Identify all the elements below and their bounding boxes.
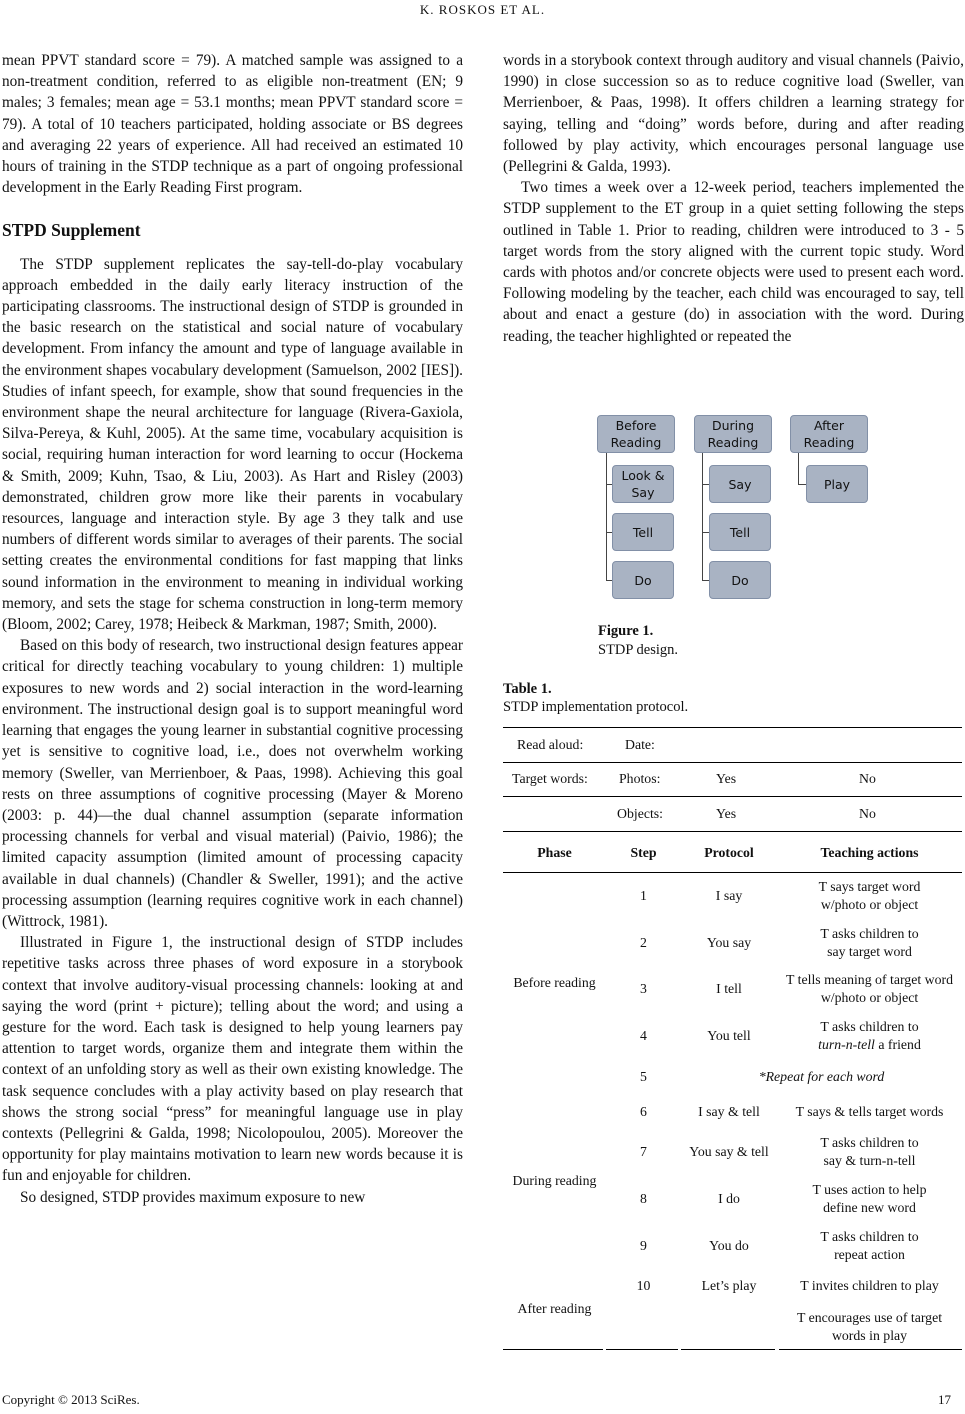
step-cell: 9 xyxy=(640,1238,647,1253)
paragraph: words in a storybook context through auditory and visual channels (Paivio, 1990) in close succession so as to reduce cognitive load (Sweller, van Merrienboer, & Paas, 1998). It offers children a learning strategy for saying, telling and “doing” words before, during and after reading followed by play activity, which encourages personal language use (Pellegrini & Galda, 1993). xyxy=(503,52,964,176)
step-box: Tell xyxy=(612,513,674,551)
paragraph: Illustrated in Figure 1, the instructional design of STDP includes repetitive tasks across three phases of word exposure in a storybook context that involve auditory-visual processing channels: looking at and saying the word (print + picture); telling about the word; and using a gesture for the word. Each task is designed to help young learners pay attention to target words, organize them and integrate them within the context of an unfolding story as well as their own existing knowledge. The task sequence concludes with a play activity based on play research that shows the strong social “press” for meaningful language use in play contexts (Pellegrini & Galda, 1998; Nicolopoulou, 2005). Moreover the opportunity for play maintains motivation to learn new words because it is fun and enjoyable for children. xyxy=(2,934,463,1185)
action-cell: T invites children to play xyxy=(800,1278,939,1293)
connector-line xyxy=(798,484,806,485)
action-cell: T asks children to say & turn-n-tell xyxy=(820,1135,919,1168)
section-heading: STPD Supplement xyxy=(2,220,141,241)
target-words-label: Target words: xyxy=(512,771,588,786)
step-cell: 7 xyxy=(640,1144,647,1159)
step-box: Do xyxy=(709,561,771,599)
step-cell: 4 xyxy=(640,1028,647,1043)
protocol-cell: I do xyxy=(718,1191,740,1206)
table-rule xyxy=(503,796,962,797)
step-box: Play xyxy=(806,465,868,503)
action-cell: T says target word w/photo or object xyxy=(818,879,921,912)
action-line: T asks children to xyxy=(820,1019,919,1034)
action-cell-turn-n-tell xyxy=(777,1018,962,1054)
header-phase: Phase xyxy=(537,845,572,860)
action-cell: T encourages use of target words in play xyxy=(796,1310,943,1343)
step-cell: 1 xyxy=(640,888,647,903)
table-caption-title: Table 1. xyxy=(503,681,552,697)
step-box: Do xyxy=(612,561,674,599)
table-caption xyxy=(503,680,688,716)
phase-box-during: During Reading xyxy=(694,415,772,453)
protocol-cell: I say xyxy=(715,888,743,903)
page-number: 17 xyxy=(938,1392,951,1407)
paragraph: mean PPVT standard score = 79). A matched sample was assigned to a non-treatment condition, referred to as eligible non-treatment (EN; 9 males; 3 females; mean age = 53.1 months; mean PPVT standard score = 79). A total of 10 teachers participated, holding associate or BS degrees and averaging 22 years of experience. All had received an estimated 10 hours of training in the STDP technique as a part of ongoing professional development in the Early Reading First program. xyxy=(2,52,463,197)
table-rule xyxy=(503,1349,603,1350)
action-cell: T uses action to help define new word xyxy=(812,1182,927,1215)
photos-yes: Yes xyxy=(716,771,737,786)
step-box: Tell xyxy=(709,513,771,551)
step-cell: 8 xyxy=(640,1191,647,1206)
protocol-cell: Let’s play xyxy=(701,1278,757,1293)
paragraph: The STDP supplement replicates the say-tell-do-play vocabulary approach embedded in the daily early literacy instruction of the participating classrooms. The instructional design of STDP is grounded in the basic research on the statistical and social nature of vocabulary development. From infancy the amount and type of language available in the environment shapes vocabulary development (Samuelson, 2002 [IES]). Studies of infant speech, for example, show that sound frequencies in the environment shape the neural architecture for language (Rivera-Gaxiola, Silva-Pereya, & Kuhl, 2005). At the same time, vocabulary acquisition is social, requiring human interaction for word learning to occur (Hockema & Smith, 2009; Kuhn, Tsao, & Liu, 2003). As Hart and Risley (2003) demonstrated, children grow more like their parents in vocabulary resources, language and interaction style. By age 3 they talk and use numbers of different words similar to averages of their parents. The social setting creates the environmental conditions for fast mapping that links sound information in the environment to meaning in individual working memory, and sets the stage for schema construction in long-term memory (Bloom, 2002; Carey, 1978; Heibeck & Markman, 1987; Smith, 2000). xyxy=(2,255,463,634)
action-cell: T says & tells target words xyxy=(795,1104,944,1119)
phase-box-before: Before Reading xyxy=(597,415,675,453)
photos-label: Photos: xyxy=(619,771,661,786)
right-column xyxy=(503,50,964,347)
action-cell: T asks children to say target word xyxy=(820,926,919,959)
protocol-cell: I say & tell xyxy=(698,1104,760,1119)
step-cell: 2 xyxy=(640,935,647,950)
date-label: Date: xyxy=(625,737,655,752)
action-line: turn-n-tell a friend xyxy=(818,1037,921,1052)
step-box: Look & Say xyxy=(612,465,674,503)
protocol-cell: I tell xyxy=(716,981,742,996)
step-box: Say xyxy=(709,465,771,503)
table-caption-text: STDP implementation protocol. xyxy=(503,699,689,715)
header-teaching-actions: Teaching actions xyxy=(820,845,919,860)
left-column xyxy=(2,50,463,1208)
paragraph: So designed, STDP provides maximum exposure to new xyxy=(20,1188,366,1206)
table-rule xyxy=(779,1349,962,1350)
table-rule xyxy=(681,1349,775,1350)
repeat-note: *Repeat for each word xyxy=(758,1069,885,1084)
running-head: K. ROSKOS ET AL. xyxy=(419,2,546,17)
photos-no: No xyxy=(859,771,876,786)
connector-line xyxy=(798,450,799,485)
step-cell: 3 xyxy=(640,981,647,996)
action-cell: T tells meaning of target word w/photo or object xyxy=(786,972,953,1005)
protocol-cell: You say & tell xyxy=(689,1144,769,1159)
objects-label: Objects: xyxy=(617,806,663,821)
stdp-design-diagram xyxy=(590,410,890,610)
figure-caption xyxy=(598,622,678,660)
header-protocol: Protocol xyxy=(704,845,754,860)
step-cell: 6 xyxy=(640,1104,647,1119)
action-cell: T asks children to repeat action xyxy=(820,1229,919,1262)
connector-line xyxy=(702,450,703,580)
connector-line xyxy=(606,450,607,580)
phase-during-reading: During reading xyxy=(512,1173,597,1188)
protocol-cell: You say xyxy=(706,935,752,950)
read-aloud-label: Read aloud: xyxy=(517,737,584,752)
figure-caption-title: Figure 1. xyxy=(598,623,654,639)
figure-caption-text: STDP design. xyxy=(598,642,679,658)
objects-no: No xyxy=(859,806,876,821)
paragraph: Based on this body of research, two instructional design features appear critical for directly teaching vocabulary to young children: 1) multiple exposures to new words and 2) social interaction in the word-learning environment. The instructional design goal is to support meaningful word learning that engages the young learner in substantial cognitive processing yet is sensitive to cognitive load, i.e., does not overwhelm working memory (Sweller, van Merrienboer, & Paas, 1998). Achieving this goal rests on three assumptions of cognitive processing (Mayer & Moreno (2003: p. 44)—the dual channel assumption (separate information processing channels for verbal and visual material) (Paivio, 1986); the limited capacity assumption (limited amount of processing capacity available in dual channels) (Chandler & Sweller, 1991); and the active processing assumption (learning requires cognitive work in each channel) (Wittrock, 1981). xyxy=(2,637,463,930)
objects-yes: Yes xyxy=(716,806,737,821)
paragraph: Two times a week over a 12-week period, teachers implemented the STDP supplement to the ET group in a quiet setting following the steps outlined in Table 1. Prior to reading, children were introduced to 3 - 5 target words from the story aligned with the current topic study. Word cards with photos and/or concrete objects were used to present each word. Following modeling by the teacher, each child was encouraged to say, tell about and enact a gesture (do) in association with the word. During reading, the teacher highlighted or repeated the xyxy=(503,179,964,345)
table-rule xyxy=(503,831,962,832)
phase-box-after: After Reading xyxy=(790,415,868,453)
phase-before-reading: Before reading xyxy=(513,975,596,990)
step-cell: 5 xyxy=(640,1069,647,1084)
table-rule xyxy=(606,1349,678,1350)
table-rule xyxy=(503,762,962,763)
protocol-cell: You do xyxy=(709,1238,749,1253)
phase-after-reading: After reading xyxy=(517,1301,592,1316)
protocol-cell: You tell xyxy=(707,1028,751,1043)
table-rule xyxy=(503,872,962,873)
header-step: Step xyxy=(630,845,657,860)
step-cell: 10 xyxy=(636,1278,651,1293)
table-rule xyxy=(503,727,962,728)
copyright: Copyright © 2013 SciRes. xyxy=(2,1392,140,1407)
